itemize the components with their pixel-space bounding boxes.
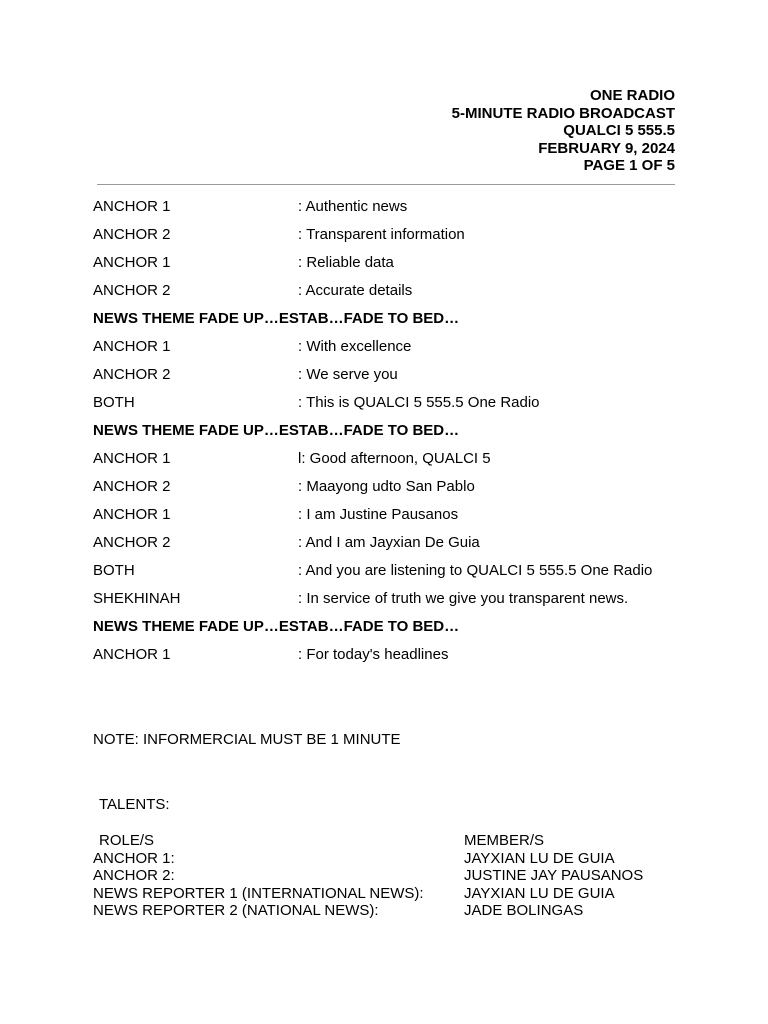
cue-text: NEWS THEME FADE UP…ESTAB…FADE TO BED… xyxy=(93,618,460,635)
talents-header-member: MEMBER/S xyxy=(464,832,545,849)
script-line xyxy=(93,366,693,394)
speaker-role: ANCHOR 1 xyxy=(93,254,171,271)
station-name: ONE RADIO xyxy=(589,87,675,104)
header-divider xyxy=(97,184,675,185)
speaker-role: ANCHOR 1 xyxy=(93,338,171,355)
talent-member: JAYXIAN LU DE GUIA xyxy=(464,884,615,902)
music-cue xyxy=(93,618,693,646)
spoken-line: : Authentic news xyxy=(298,198,408,215)
speaker-role: ANCHOR 1 xyxy=(93,506,171,523)
music-cue xyxy=(93,422,693,450)
script-line xyxy=(93,226,693,254)
talents-header-row xyxy=(93,832,693,850)
talents-header-role: ROLE/S xyxy=(99,832,155,849)
spoken-line: : And I am Jayxian De Guia xyxy=(298,534,480,551)
talent-role: ANCHOR 1: xyxy=(93,849,175,867)
script-line xyxy=(93,534,693,562)
script-body xyxy=(93,198,693,674)
script-line xyxy=(93,282,693,310)
talent-role: NEWS REPORTER 2 (NATIONAL NEWS): xyxy=(93,902,379,919)
spoken-line: : For today's headlines xyxy=(298,646,449,663)
music-cue xyxy=(93,310,693,338)
speaker-role: ANCHOR 2 xyxy=(93,366,171,383)
talent-row xyxy=(93,902,693,920)
talent-row xyxy=(93,885,693,903)
spoken-line: : With excellence xyxy=(298,338,412,355)
talent-role: NEWS REPORTER 1 (INTERNATIONAL NEWS): xyxy=(93,884,424,902)
speaker-role: SHEKHINAH xyxy=(93,590,181,607)
speaker-role: ANCHOR 2 xyxy=(93,478,171,495)
cue-text: NEWS THEME FADE UP…ESTAB…FADE TO BED… xyxy=(93,310,460,327)
spoken-line: l: Good afternoon, QUALCI 5 xyxy=(298,450,491,467)
speaker-role: ANCHOR 2 xyxy=(93,226,171,243)
spoken-line: : In service of truth we give you transparent news. xyxy=(298,590,629,607)
script-line xyxy=(93,562,693,590)
spoken-line: : This is QUALCI 5 555.5 One Radio xyxy=(298,394,540,411)
frequency: QUALCI 5 555.5 xyxy=(563,122,675,139)
spoken-line: : Accurate details xyxy=(298,282,413,299)
spoken-line: : Transparent information xyxy=(298,226,465,243)
talent-row xyxy=(93,867,693,885)
note-text: NOTE: INFORMERCIAL MUST BE 1 MINUTE xyxy=(93,731,401,748)
spoken-line: : I am Justine Pausanos xyxy=(298,506,459,523)
talents-table xyxy=(93,832,693,920)
script-line xyxy=(93,478,693,506)
speaker-role: ANCHOR 1 xyxy=(93,198,171,215)
talent-member: JUSTINE JAY PAUSANOS xyxy=(464,867,644,884)
script-line xyxy=(93,198,693,226)
speaker-role: ANCHOR 2 xyxy=(93,534,171,551)
script-line xyxy=(93,254,693,282)
spoken-line: : We serve you xyxy=(298,366,398,383)
script-line xyxy=(93,506,693,534)
spoken-line: : Maayong udto San Pablo xyxy=(298,478,475,495)
talent-role: ANCHOR 2: xyxy=(93,867,175,884)
script-line xyxy=(93,590,693,618)
page-number: PAGE 1 OF 5 xyxy=(583,157,675,174)
speaker-role: ANCHOR 1 xyxy=(93,646,171,663)
spoken-line: : Reliable data xyxy=(298,254,394,271)
talents-title: TALENTS: xyxy=(99,796,170,813)
speaker-role: BOTH xyxy=(93,394,135,411)
document-header xyxy=(452,87,675,175)
cue-text: NEWS THEME FADE UP…ESTAB…FADE TO BED… xyxy=(93,422,460,439)
broadcast-date: FEBRUARY 9, 2024 xyxy=(538,139,675,157)
speaker-role: ANCHOR 1 xyxy=(93,450,171,467)
speaker-role: BOTH xyxy=(93,562,135,579)
program-title: 5-MINUTE RADIO BROADCAST xyxy=(451,104,675,122)
script-line xyxy=(93,394,693,422)
script-line xyxy=(93,450,693,478)
script-line xyxy=(93,338,693,366)
speaker-role: ANCHOR 2 xyxy=(93,282,171,299)
script-line xyxy=(93,646,693,674)
spoken-line: : And you are listening to QUALCI 5 555.5 One Radio xyxy=(298,562,653,579)
talent-member: JADE BOLINGAS xyxy=(464,902,584,919)
talent-row xyxy=(93,850,693,868)
talent-member: JAYXIAN LU DE GUIA xyxy=(464,849,615,867)
